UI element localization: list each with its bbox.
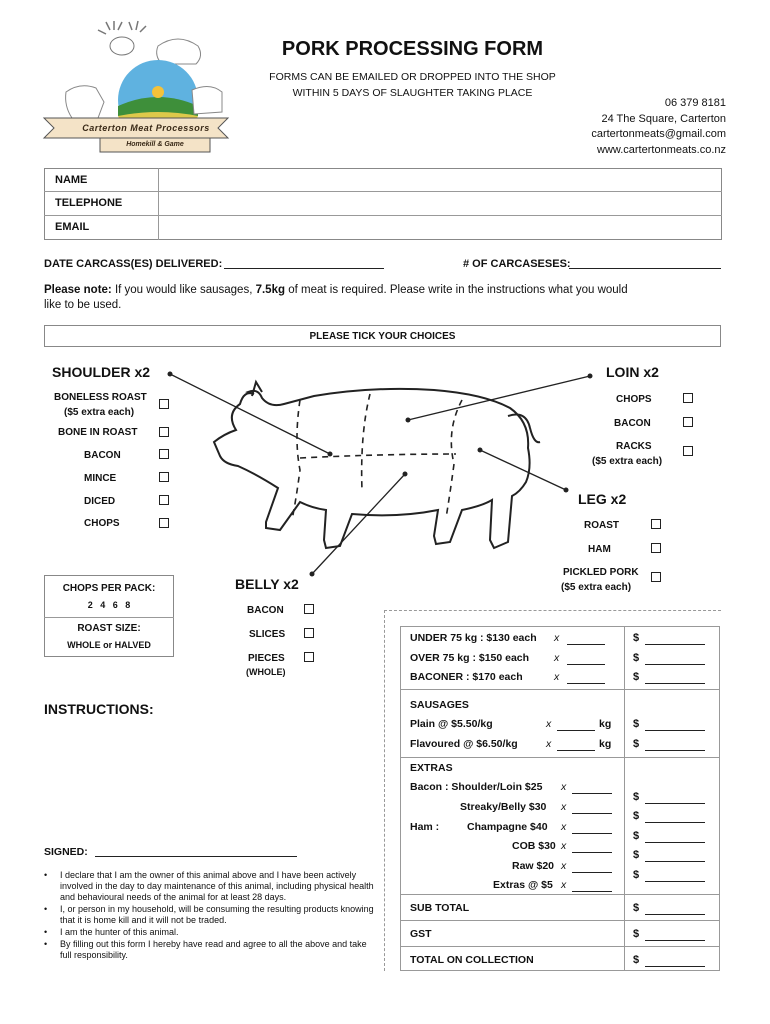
champagne-ham-qty[interactable] — [572, 822, 612, 834]
over-75kg-qty[interactable] — [567, 653, 605, 665]
declaration-list — [40, 870, 375, 962]
subtitle-line-1: FORMS CAN BE EMAILED OR DROPPED INTO THE SHOP — [269, 71, 556, 83]
signed-label: SIGNED: — [44, 846, 88, 858]
plain-sausage-label: Plain @ $5.50/kg — [410, 718, 493, 730]
subtotal-amount[interactable] — [645, 903, 705, 915]
baconer-label: BACONER : $170 each — [410, 671, 523, 683]
instructions-field[interactable] — [44, 722, 369, 832]
shoulder-boneless-roast-label: BONELESS ROAST — [54, 392, 147, 403]
shoulder-bone-in-roast-checkbox[interactable] — [159, 427, 169, 437]
roast-size-options[interactable]: WHOLE or HALVED — [67, 640, 151, 650]
belly-slices-label: SLICES — [249, 629, 286, 640]
extras-amount-2[interactable] — [645, 811, 705, 823]
flavoured-sausage-kg[interactable] — [557, 739, 595, 751]
belly-pieces-label: PIECES — [248, 653, 285, 664]
name-field[interactable] — [160, 169, 720, 190]
shoulder-mince-label: MINCE — [84, 473, 117, 484]
leg-pickled-pork-checkbox[interactable] — [651, 572, 661, 582]
contact-website[interactable]: www.cartertonmeats.co.nz — [597, 143, 726, 156]
loin-racks-label: RACKS — [616, 441, 652, 452]
leg-pickled-pork-label: PICKLED PORK — [563, 567, 639, 578]
sausage-note: Please note: If you would like sausages, 7.5kg of meat is required. Please write in the instructions what you would like to be used. — [44, 284, 628, 311]
champagne-ham-label: Champagne $40 — [467, 821, 548, 833]
leg-roast-checkbox[interactable] — [651, 519, 661, 529]
streaky-belly-label: Streaky/Belly $30 — [460, 801, 547, 813]
shoulder-bacon-label: BACON — [84, 450, 121, 461]
flavoured-sausage-label: Flavoured @ $6.50/kg — [410, 738, 518, 750]
extras-amount-4[interactable] — [645, 850, 705, 862]
belly-pieces-checkbox[interactable] — [304, 652, 314, 662]
contact-phone: 06 379 8181 — [664, 97, 726, 109]
date-delivered-field[interactable] — [224, 256, 384, 269]
loin-racks-checkbox[interactable] — [683, 446, 693, 456]
extras-5-qty[interactable] — [572, 880, 612, 892]
under-75kg-amount[interactable] — [645, 633, 705, 645]
leg-ham-label: HAM — [588, 544, 611, 555]
date-delivered-label: DATE CARCASS(ES) DELIVERED: — [44, 258, 223, 270]
streaky-belly-qty[interactable] — [572, 802, 612, 814]
extras-amount-5[interactable] — [645, 870, 705, 882]
declaration-item: • I am the hunter of this animal. — [40, 927, 375, 938]
carcass-count-label: # OF CARCASESES: — [463, 258, 571, 270]
shoulder-boneless-roast-price: ($5 extra each) — [64, 407, 135, 418]
loin-bacon-checkbox[interactable] — [683, 417, 693, 427]
declaration-item: • I, or person in my household, will be consuming the resulting products knowing that it is home kill and it will not be traded. — [40, 904, 375, 926]
plain-sausage-kg[interactable] — [557, 719, 595, 731]
loin-bacon-label: BACON — [614, 418, 651, 429]
contact-block — [540, 96, 726, 158]
shoulder-bacon-checkbox[interactable] — [159, 449, 169, 459]
over-75kg-amount[interactable] — [645, 653, 705, 665]
baconer-qty[interactable] — [567, 672, 605, 684]
raw-ham-label: Raw $20 — [512, 860, 555, 872]
subtotal-label: SUB TOTAL — [410, 902, 470, 914]
shoulder-diced-label: DICED — [84, 496, 116, 507]
page-title: PORK PROCESSING FORM — [281, 38, 544, 60]
over-75kg-label: OVER 75 kg : $150 each — [410, 652, 530, 664]
farm-animals-logo-icon — [40, 20, 240, 160]
cob-ham-label: COB $30 — [512, 840, 556, 852]
plain-sausage-amount[interactable] — [645, 719, 705, 731]
telephone-field[interactable] — [160, 192, 720, 214]
shoulder-boneless-roast-checkbox[interactable] — [159, 399, 169, 409]
ham-label: Ham : — [410, 821, 440, 833]
under-75kg-qty[interactable] — [567, 633, 605, 645]
logo-business-name: Carterton Meat Processors — [82, 123, 210, 133]
loin-title: LOIN x2 — [606, 364, 659, 380]
name-label: NAME — [55, 174, 88, 186]
extras-amount-3[interactable] — [645, 831, 705, 843]
shoulder-diced-checkbox[interactable] — [159, 495, 169, 505]
bacon-shoulder-loin-label: Bacon : Shoulder/Loin $25 — [410, 781, 543, 793]
loin-chops-checkbox[interactable] — [683, 393, 693, 403]
extras-5-label: Extras @ $5 — [493, 879, 553, 891]
gst-label: GST — [410, 928, 432, 940]
leg-ham-checkbox[interactable] — [651, 543, 661, 553]
belly-slices-checkbox[interactable] — [304, 628, 314, 638]
extras-amount-1[interactable] — [645, 792, 705, 804]
leg-title: LEG x2 — [578, 491, 627, 507]
subtitle-line-2: WITHIN 5 DAYS OF SLAUGHTER TAKING PLACE — [292, 87, 533, 99]
belly-title: BELLY x2 — [235, 576, 299, 592]
cob-ham-qty[interactable] — [572, 841, 612, 853]
loin-chops-label: CHOPS — [616, 394, 652, 405]
leg-roast-label: ROAST — [584, 520, 619, 531]
leg-pickled-pork-price: ($5 extra each) — [561, 582, 632, 593]
declaration-item: • I declare that I am the owner of this animal above and I have been actively involved in the day to day maintenance of this animal, including physical health and behavioural needs of the animal for at least 28 days. — [40, 870, 375, 903]
bacon-shoulder-loin-qty[interactable] — [572, 782, 612, 794]
email-label: EMAIL — [55, 221, 90, 233]
shoulder-title: SHOULDER x2 — [52, 364, 151, 380]
raw-ham-qty[interactable] — [572, 861, 612, 873]
chops-per-pack-label: CHOPS PER PACK: — [62, 583, 156, 594]
gst-amount[interactable] — [645, 929, 705, 941]
logo — [40, 20, 240, 160]
belly-pieces-whole: (WHOLE) — [246, 667, 286, 677]
loin-racks-price: ($5 extra each) — [592, 456, 663, 467]
shoulder-chops-checkbox[interactable] — [159, 518, 169, 528]
extras-label: EXTRAS — [410, 762, 453, 774]
instructions-label: INSTRUCTIONS: — [44, 701, 154, 717]
baconer-amount[interactable] — [645, 672, 705, 684]
contact-address: 24 The Square, Carterton — [601, 112, 726, 125]
flavoured-sausage-amount[interactable] — [645, 739, 705, 751]
under-75kg-label: UNDER 75 kg : $130 each — [410, 632, 537, 644]
logo-tagline: Homekill & Game — [126, 141, 184, 148]
shoulder-bone-in-roast-label: BONE IN ROAST — [58, 427, 138, 438]
shoulder-mince-checkbox[interactable] — [159, 472, 169, 482]
shoulder-chops-label: CHOPS — [84, 518, 120, 529]
carcass-count-field[interactable] — [569, 256, 721, 269]
roast-size-label: ROAST SIZE: — [77, 623, 141, 634]
belly-bacon-label: BACON — [247, 605, 284, 616]
signature-field[interactable] — [95, 843, 297, 857]
chops-per-pack-options[interactable]: 2 4 6 8 — [87, 600, 131, 610]
total-amount[interactable] — [645, 955, 705, 967]
total-label: TOTAL ON COLLECTION — [410, 954, 534, 966]
tick-choices-text: PLEASE TICK YOUR CHOICES — [309, 331, 456, 342]
belly-bacon-checkbox[interactable] — [304, 604, 314, 614]
contact-email[interactable]: cartertonmeats@gmail.com — [591, 128, 726, 140]
email-field[interactable] — [160, 216, 720, 239]
telephone-label: TELEPHONE — [55, 197, 123, 209]
declaration-item: • By filling out this form I hereby have read and agree to all the above and take full responsibility. — [40, 939, 375, 961]
sausages-label: SAUSAGES — [410, 699, 469, 711]
